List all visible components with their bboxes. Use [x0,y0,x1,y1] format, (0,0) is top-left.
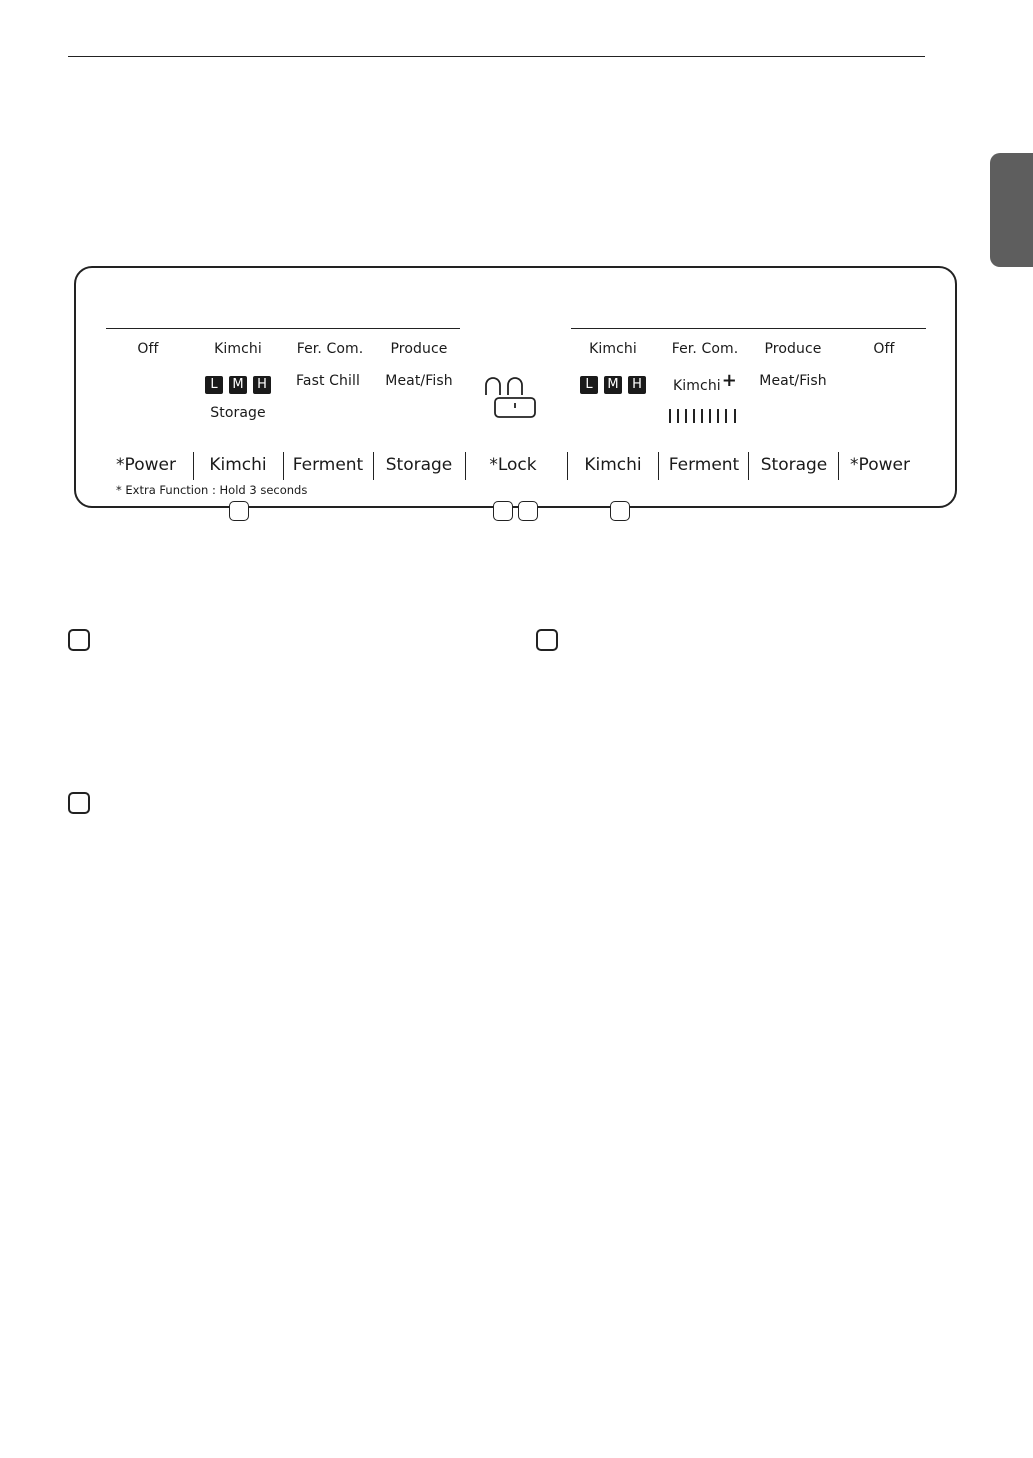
left-kimchi-indicator: Kimchi [214,341,262,357]
section-side-tab [990,153,1033,267]
right-level-indicators [573,373,653,394]
right-power-button[interactable]: *Power [850,455,910,475]
left-storage-indicator: Storage [210,405,266,421]
right-kimchi-button[interactable]: Kimchi [584,455,642,475]
right-produce-indicator: Produce [764,341,822,357]
extra-function-note: * Extra Function : Hold 3 seconds [116,483,308,497]
button-divider [373,452,374,480]
left-meat-fish-indicator: Meat/Fish [385,373,453,389]
left-produce-indicator: Produce [390,341,448,357]
button-divider [658,452,659,480]
right-storage-button[interactable]: Storage [760,455,828,475]
right-kimchi-plus-label: Kimchi [673,378,721,394]
page-top-rule [68,56,925,57]
button-divider [465,452,466,480]
left-level-indicators [198,373,278,394]
callout-box-left [229,501,249,521]
callout-box-lock-1 [493,501,513,521]
right-level-l: L [580,376,598,394]
left-level-h: H [253,376,271,394]
left-storage-button[interactable]: Storage [385,455,453,475]
right-level-h: H [628,376,646,394]
left-ferment-button[interactable]: Ferment [292,455,364,475]
left-fast-chill-indicator: Fast Chill [296,373,360,389]
left-level-l: L [205,376,223,394]
button-divider [193,452,194,480]
callout-box-right [610,501,630,521]
right-kimchi-indicator: Kimchi [589,341,637,357]
right-off-indicator: Off [873,341,895,357]
button-divider [567,452,568,480]
right-meat-fish-indicator: Meat/Fish [759,373,827,389]
right-fer-com-indicator: Fer. Com. [671,341,739,357]
button-divider [838,452,839,480]
button-divider [283,452,284,480]
section-marker-box [536,629,558,651]
callout-box-lock-2 [518,501,538,521]
left-level-m: M [229,376,247,394]
right-indicator-rule [571,328,926,329]
section-marker-box [68,792,90,814]
right-kimchi-plus-indicator [662,370,748,394]
left-power-button[interactable]: *Power [116,455,176,475]
section-marker-box [68,629,90,651]
lock-button[interactable]: *Lock [489,455,537,475]
left-indicator-rule [106,328,460,329]
right-ferment-button[interactable]: Ferment [668,455,740,475]
button-divider [748,452,749,480]
lock-icon [482,373,538,421]
plus-icon: + [721,370,737,391]
left-kimchi-button[interactable]: Kimchi [209,455,267,475]
left-off-indicator: Off [137,341,159,357]
left-fer-com-indicator: Fer. Com. [296,341,364,357]
right-level-m: M [604,376,622,394]
ferment-level-bar-icon [668,408,738,424]
